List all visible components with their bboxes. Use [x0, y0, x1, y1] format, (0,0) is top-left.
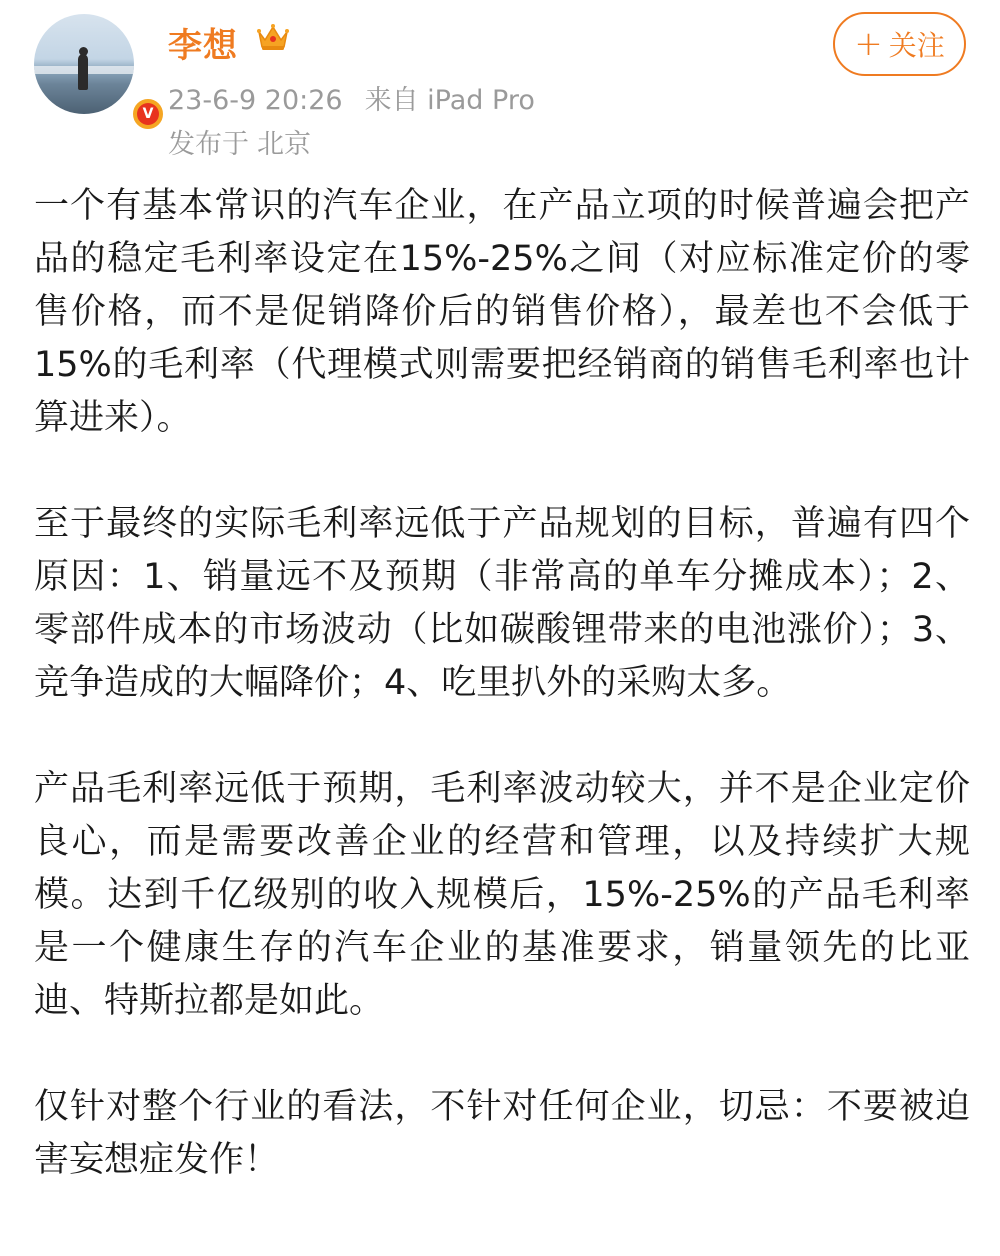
- post-paragraph: 产品毛利率远低于预期，毛利率波动较大，并不是企业定价良心，而是需要改善企业的经营和管理，以及持续扩大规模。达到千亿级别的收入规模后，15%-25%的产品毛利率是一个健康生存的汽车企业的基准要求，销量领先的比亚迪、特斯拉都是如此。: [34, 769, 970, 1021]
- author-name[interactable]: 李想: [168, 26, 238, 66]
- avatar[interactable]: [34, 14, 134, 114]
- location-name: 北京: [257, 129, 311, 160]
- post-paragraph: 仅针对整个行业的看法，不针对任何企业，切忌：不要被迫害妄想症发作！: [34, 1087, 970, 1180]
- post-header: [0, 0, 1000, 170]
- follow-button[interactable]: [833, 12, 966, 76]
- follow-label: 关注: [888, 29, 945, 62]
- post-source[interactable]: 来自 iPad Pro: [364, 85, 535, 116]
- post-paragraph: 一个有基本常识的汽车企业，在产品立项的时候普遍会把产品的稳定毛利率设定在15%-25%之间（对应标准定价的零售价格，而不是促销降价后的销售价格），最差也不会低于15%的毛利率（代理模式则需要把经销商的销售毛利率也计算进来）。: [34, 186, 970, 438]
- post-location: [168, 122, 311, 161]
- post-content: [34, 180, 970, 1187]
- plus-icon: +: [854, 24, 883, 64]
- avatar-container[interactable]: [34, 14, 154, 122]
- post-paragraph: 至于最终的实际毛利率远低于产品规划的目标，普遍有四个原因：1、销量远不及预期（非常高的单车分摊成本）；2、零部件成本的市场波动（比如碳酸锂带来的电池涨价）；3、竞争造成的大幅降价；4、吃里扒外的采购太多。: [34, 504, 970, 703]
- post-timestamp: 23-6-9 20:26: [168, 85, 343, 116]
- location-prefix: 发布于: [168, 129, 249, 160]
- verified-v-icon: V: [130, 96, 166, 132]
- post-meta: [168, 78, 535, 117]
- crown-icon: [256, 22, 290, 52]
- avatar-figure: [78, 54, 88, 90]
